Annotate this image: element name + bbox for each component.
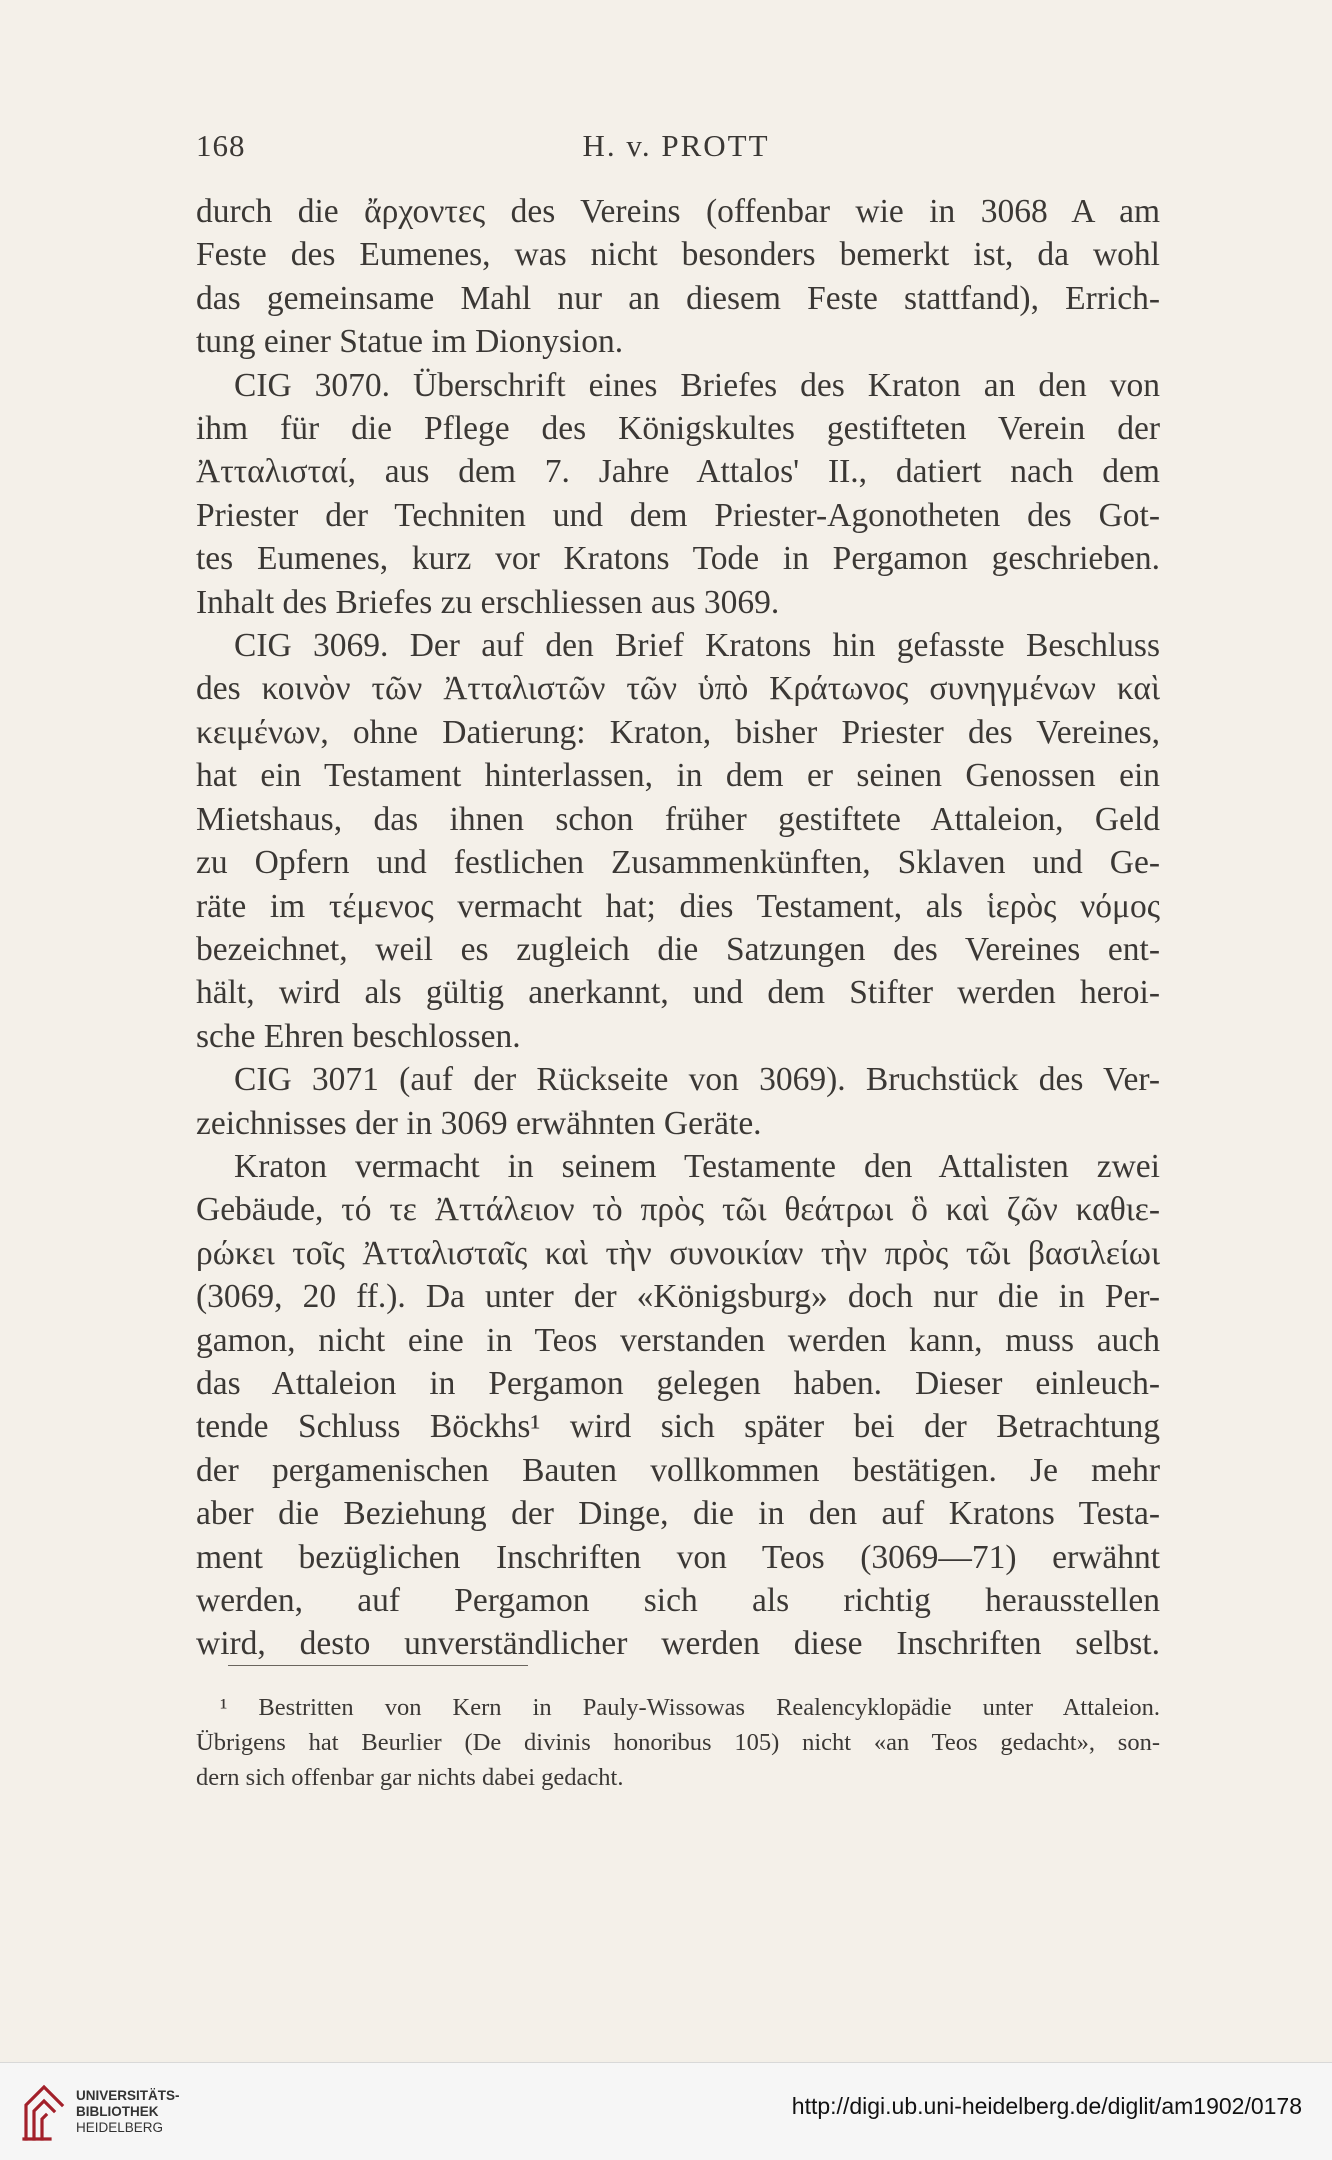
body-line: Mietshaus, das ihnen schon früher gestiftete Attaleion, Geld [196,800,1160,838]
body-line: des κοινὸν τῶν Ἀτταλιστῶν τῶν ὑπὸ Κράτωνος συνηγμένων καὶ [196,670,1160,708]
body-line: das gemeinsame Mahl nur an diesem Feste stattfand), Errich- [196,279,1160,317]
running-head: H. v. PROTT [582,128,770,163]
library-name-line: BIBLIOTHEK [76,2104,159,2119]
library-name-line: HEIDELBERG [76,2120,164,2135]
body-line: Inhalt des Briefes zu erschliessen aus 3069. [196,583,780,621]
body-line: (3069, 20 ff.). Da unter der «Königsburg» doch nur die in Per- [196,1278,1160,1316]
digitization-footer [0,2062,1332,2160]
body-line: sche Ehren beschlossen. [196,1017,521,1055]
body-line: zu Opfern und festlichen Zusammenkünften, Sklaven und Ge- [196,844,1160,882]
body-line: Gebäude, τό τε Ἀττάλειον τὸ πρὸς τῶι θεάτρωι ὃ καὶ ζῶν καθιε- [196,1191,1160,1229]
source-url-link[interactable]: http://digi.ub.uni-heidelberg.de/diglit/am1902/0178 [791,2093,1302,2119]
footnote-line: Übrigens hat Beurlier (De divinis honoribus 105) nicht «an Teos gedacht», son- [196,1729,1160,1756]
body-line: CIG 3070. Überschrift eines Briefes des Kraton an den von [234,366,1160,404]
page-header [196,128,1156,172]
body-line: der pergamenischen Bauten vollkommen bestätigen. Je mehr [196,1451,1160,1489]
library-name [76,2088,180,2136]
body-line: werden, auf Pergamon sich als richtig herausstellen [196,1582,1160,1619]
footnote-line: dern sich offenbar gar nichts dabei gedacht. [196,1764,624,1791]
body-line: hält, wird als gültig anerkannt, und dem Stifter werden heroi- [196,974,1160,1012]
body-line: tung einer Statue im Dionysion. [196,323,624,361]
body-line: zeichnisses der in 3069 erwähnten Geräte. [196,1104,762,1142]
body-line: CIG 3071 (auf der Rückseite von 3069). Bruchstück des Ver- [234,1061,1160,1099]
body-line: das Attaleion in Pergamon gelegen haben. Dieser einleuch- [196,1364,1160,1402]
body-line: Ἀτταλισταί, aus dem 7. Jahre Attalos' II., datiert nach dem [196,453,1160,491]
page-number: 168 [196,128,246,163]
body-line: aber die Beziehung der Dinge, die in den auf Kratons Testa- [196,1495,1160,1533]
body-line: κειμένων, ohne Datierung: Kraton, bisher Priester des Vereines, [196,713,1160,751]
body-line: räte im τέμενος vermacht hat; dies Testament, als ἱερὸς νόμος [196,887,1160,925]
footnote-line: ¹ Bestritten von Kern in Pauly-Wissowas Realencyklopädie unter Attaleion. [220,1694,1160,1721]
body-line: hat ein Testament hinterlassen, in dem er seinen Genossen ein [196,757,1160,795]
body-line: bezeichnet, weil es zugleich die Satzungen des Vereines ent- [196,930,1160,968]
body-line: gamon, nicht eine in Teos verstanden werden kann, muss auch [196,1321,1160,1359]
body-line: ment bezüglichen Inschriften von Teos (3069—71) erwähnt [196,1538,1160,1576]
body-text [196,190,1160,1666]
body-line: ihm für die Pflege des Königskultes gestifteten Verein der [196,410,1160,448]
body-line: tende Schluss Böckhs¹ wird sich später bei der Betrachtung [196,1408,1160,1446]
body-line: CIG 3069. Der auf den Brief Kratons hin gefasste Beschluss [234,627,1160,665]
body-line: ρώκει τοῖς Ἀτταλισταῖς καὶ τὴν συνοικίαν τὴν πρὸς τῶι βασιλείωι [196,1234,1160,1272]
footnotes [196,1690,1160,1795]
body-line: Feste des Eumenes, was nicht besonders bemerkt ist, da wohl [196,236,1160,274]
body-line: tes Eumenes, kurz vor Kratons Tode in Pergamon geschrieben. [196,540,1160,578]
body-line: Priester der Techniten und dem Priester-Agonotheten des Got- [196,496,1160,534]
library-logo-icon [20,2081,68,2143]
body-line: wird, desto unverständlicher werden diese Inschriften selbst. [196,1625,1160,1663]
library-name-line: UNIVERSITÄTS- [76,2088,180,2103]
body-line: Kraton vermacht in seinem Testamente den Attalisten zwei [234,1147,1160,1185]
body-line: durch die ἄρχοντες des Vereins (offenbar wie in 3068 A am [196,193,1160,230]
footnote-rule [228,1665,528,1666]
